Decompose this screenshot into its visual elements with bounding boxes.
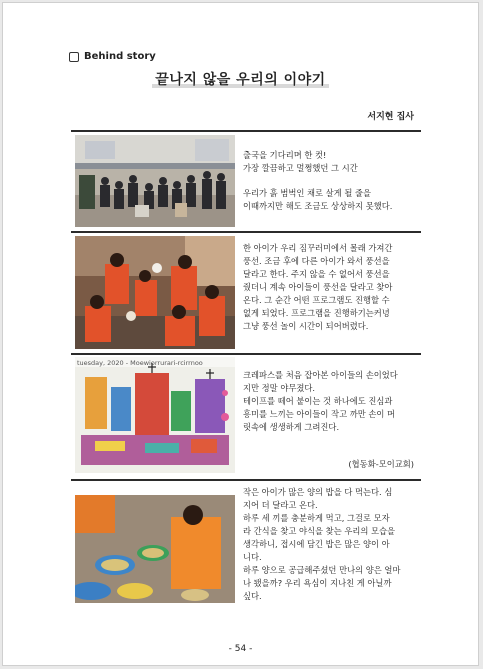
story-1-line: 출국을 기다리며 한 컷! <box>243 150 327 160</box>
author: 서지현 집사 <box>367 112 414 122</box>
story-4-line: 하루 세 끼를 충분하게 먹고, 그걸로 모자 <box>243 513 390 523</box>
story-3-line: 흥미를 느끼는 아이들이 작고 까만 손이 머 <box>243 409 396 419</box>
story-2-line: 풍선. 조금 후에 다른 아이가 와서 풍선을 <box>243 256 390 266</box>
page-title: 끝나지 않을 우리의 이야기 <box>3 69 478 89</box>
story-4-line: 싶다. <box>243 591 262 601</box>
photo-balloon-children <box>75 236 235 349</box>
story-2-line: 달라고 한다. 주지 않을 수 없어서 풍선을 <box>243 269 390 279</box>
story-4-text <box>243 486 425 603</box>
page <box>2 2 479 666</box>
story-1-line: 우리가 흙 범벅인 채로 살게 될 줄을 <box>243 188 372 198</box>
divider <box>71 130 421 132</box>
photo-meal-time <box>75 495 235 603</box>
story-4-line: 하루 양으로 공급해주셨던 만나의 양은 얼마 <box>243 565 401 575</box>
story-3-line: 릿속에 생생하게 그려진다. <box>243 422 340 432</box>
story-1-text <box>243 149 421 213</box>
photo-caption-text: tuesday, 2020 - Moewiorrurari-rcirrnoo <box>77 359 203 367</box>
photo-credit: (협동화-모이교회) <box>348 459 414 469</box>
story-2-line: 한 아이가 우리 짐꾸러미에서 몰래 가져간 <box>243 243 393 253</box>
story-2-text <box>243 242 423 333</box>
story-4-line: 지어 더 달라고 온다. <box>243 500 318 510</box>
story-4-line: 라 간식을 찾고 야식을 찾는 우리의 모습을 <box>243 526 396 536</box>
story-2-line: 온다. 그 순간 어떤 프로그램도 진행할 수 <box>243 295 390 305</box>
story-2-line: 그냥 풍선 놀이 시간이 되어버렸다. <box>243 321 369 331</box>
story-4-line: 니다. <box>243 552 262 562</box>
story-1-line: 이때까지만 해도 조금도 상상하지 못했다. <box>243 201 393 211</box>
story-2-line: 줬더니 계속 아이들이 풍선을 달라고 찾아 <box>243 282 393 292</box>
story-3-line: 테이프를 떼어 붙이는 것 하나에도 진심과 <box>243 396 393 406</box>
divider <box>71 231 421 233</box>
story-2-line: 없게 되었다. 프로그램을 진행하기는커녕 <box>243 308 390 318</box>
photo-airport-group <box>75 135 235 227</box>
page-number: - 54 - <box>228 644 253 654</box>
story-3-line: 지만 정말 야무졌다. <box>243 383 316 393</box>
story-4-line: 작은 아이가 많은 양의 밥을 다 먹는다. 심 <box>243 487 393 497</box>
divider <box>71 353 421 355</box>
story-4-line: 생각하니, 접시에 담긴 밥은 많은 양이 아 <box>243 539 390 549</box>
story-3-line: 크레파스를 처음 잡아본 아이들의 손이었다 <box>243 370 398 380</box>
section-tag <box>69 51 156 62</box>
story-1-line: 가장 깔끔하고 멀쩡했던 그 시간 <box>243 163 358 173</box>
story-3-text <box>243 369 425 434</box>
divider <box>71 479 421 481</box>
checkbox-icon <box>69 52 79 62</box>
section-tag-label: Behind story <box>84 51 156 62</box>
story-4-line: 나 됐을까? 우리 욕심이 지나친 게 아닐까 <box>243 578 392 588</box>
photo-collaborative-drawing <box>75 357 235 473</box>
